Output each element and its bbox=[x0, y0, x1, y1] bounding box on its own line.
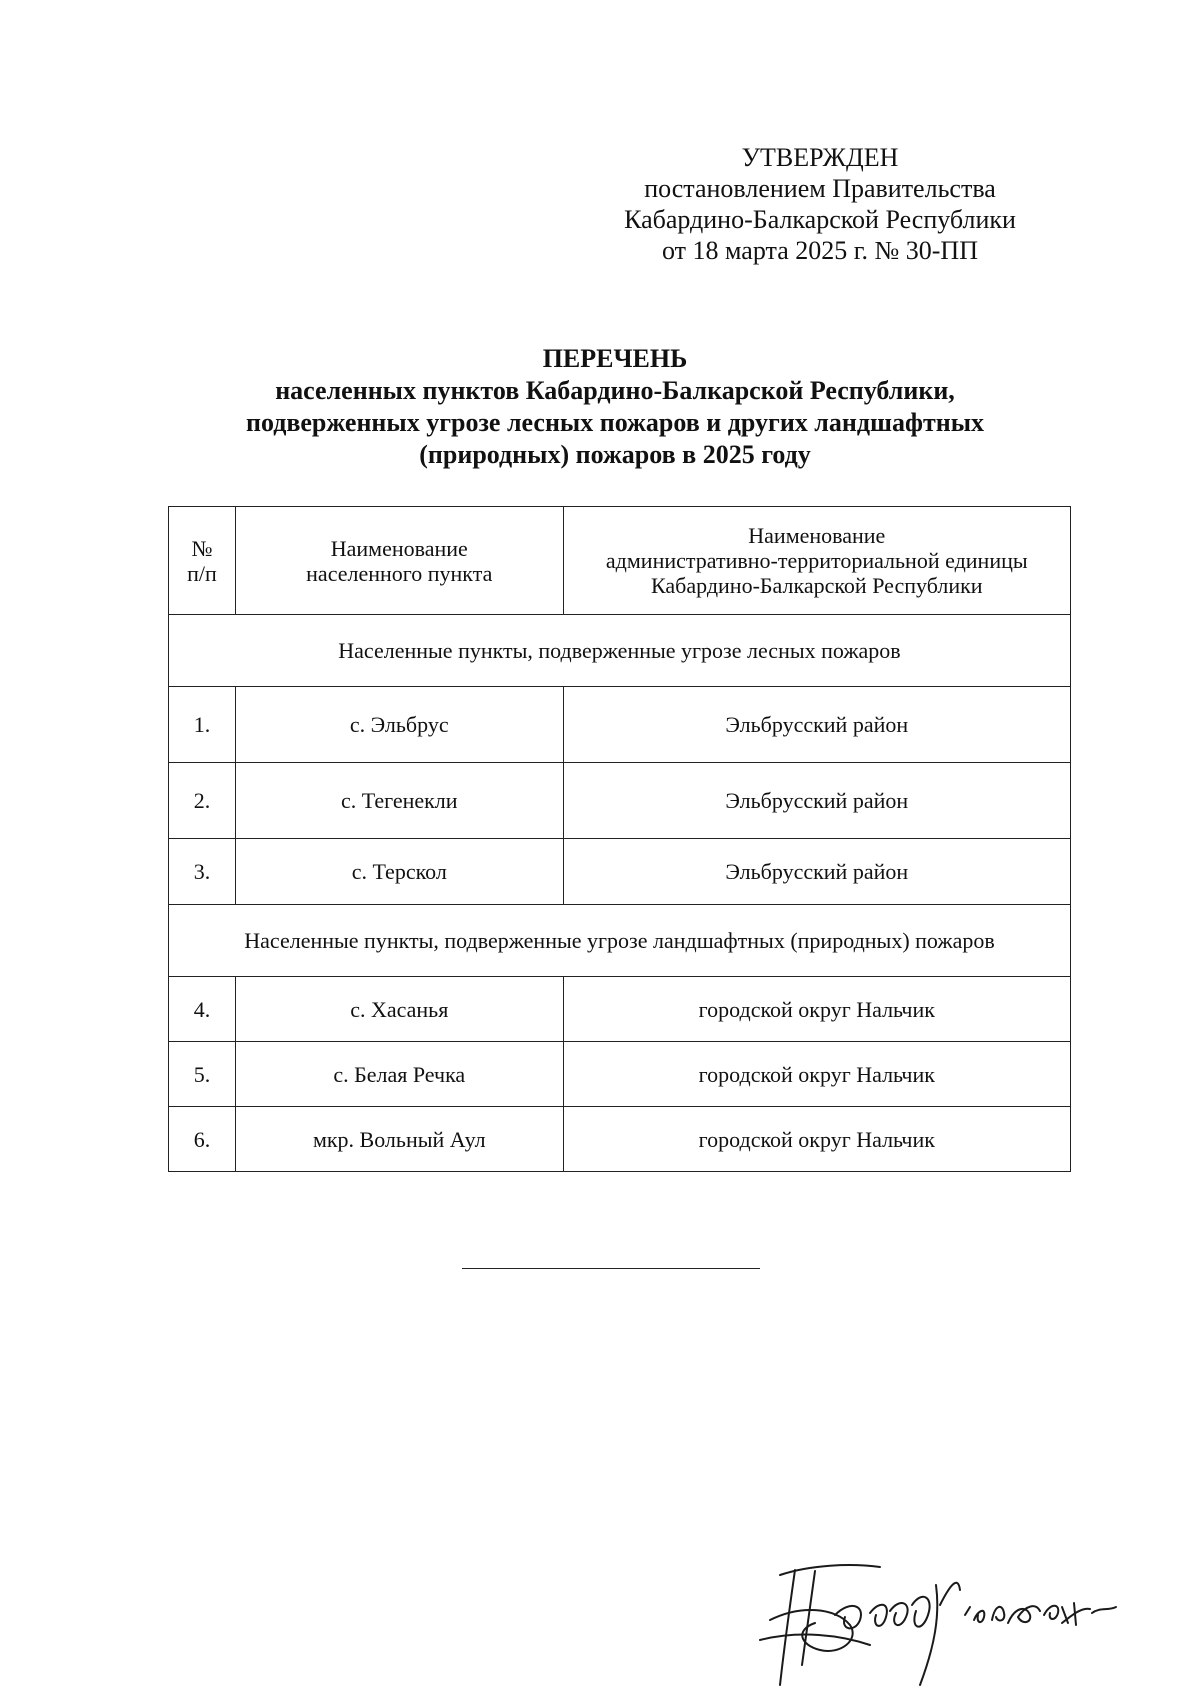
row-admin-unit: Эльбрусский район bbox=[563, 839, 1070, 905]
document-subtitle-line: (природных) пожаров в 2025 году bbox=[419, 440, 811, 469]
table-row bbox=[169, 763, 1071, 839]
table-section-row bbox=[169, 615, 1071, 687]
approval-stamp bbox=[590, 142, 1050, 266]
row-number: 6. bbox=[169, 1107, 236, 1172]
approval-line: от 18 марта 2025 г. № 30-ПП bbox=[662, 236, 978, 265]
header-admin-unit: Наименование административно-территориальной единицы Кабардино-Балкарской Республики bbox=[563, 507, 1070, 615]
table-header-row bbox=[169, 507, 1071, 615]
table-row bbox=[169, 977, 1071, 1042]
document-subtitle-line: подверженных угрозе лесных пожаров и других ландшафтных bbox=[245, 408, 985, 437]
handwritten-signature bbox=[740, 1545, 1140, 1695]
document-subtitle-line: населенных пунктов Кабардино-Балкарской Республики, bbox=[275, 376, 955, 405]
approval-line: Кабардино-Балкарской Республики bbox=[624, 205, 1016, 234]
row-settlement: с. Терскол bbox=[235, 839, 563, 905]
row-settlement: с. Хасанья bbox=[235, 977, 563, 1042]
approval-title: УТВЕРЖДЕН bbox=[741, 143, 899, 172]
row-number: 2. bbox=[169, 763, 236, 839]
row-number: 3. bbox=[169, 839, 236, 905]
row-number: 1. bbox=[169, 687, 236, 763]
row-admin-unit: Эльбрусский район bbox=[563, 687, 1070, 763]
row-number: 4. bbox=[169, 977, 236, 1042]
table-row bbox=[169, 839, 1071, 905]
document-title bbox=[150, 343, 1080, 471]
row-number: 5. bbox=[169, 1042, 236, 1107]
row-settlement: мкр. Вольный Аул bbox=[235, 1107, 563, 1172]
document-heading: ПЕРЕЧЕНЬ bbox=[542, 344, 688, 373]
section-forest-fires: Населенные пункты, подверженные угрозе лесных пожаров bbox=[169, 615, 1071, 687]
table-row bbox=[169, 687, 1071, 763]
row-admin-unit: городской округ Нальчик bbox=[563, 1107, 1070, 1172]
row-admin-unit: городской округ Нальчик bbox=[563, 1042, 1070, 1107]
row-settlement: с. Эльбрус bbox=[235, 687, 563, 763]
section-landscape-fires: Населенные пункты, подверженные угрозе ландшафтных (природных) пожаров bbox=[169, 905, 1071, 977]
row-admin-unit: городской округ Нальчик bbox=[563, 977, 1070, 1042]
row-settlement: с. Белая Речка bbox=[235, 1042, 563, 1107]
table-row bbox=[169, 1107, 1071, 1172]
row-admin-unit: Эльбрусский район bbox=[563, 763, 1070, 839]
table-section-row bbox=[169, 905, 1071, 977]
row-settlement: с. Тегенекли bbox=[235, 763, 563, 839]
settlements-table bbox=[168, 506, 1071, 1172]
approval-line: постановлением Правительства bbox=[644, 174, 996, 203]
header-number: № п/п bbox=[169, 507, 236, 615]
end-divider bbox=[462, 1268, 760, 1269]
table-row bbox=[169, 1042, 1071, 1107]
header-settlement: Наименование населенного пункта bbox=[235, 507, 563, 615]
